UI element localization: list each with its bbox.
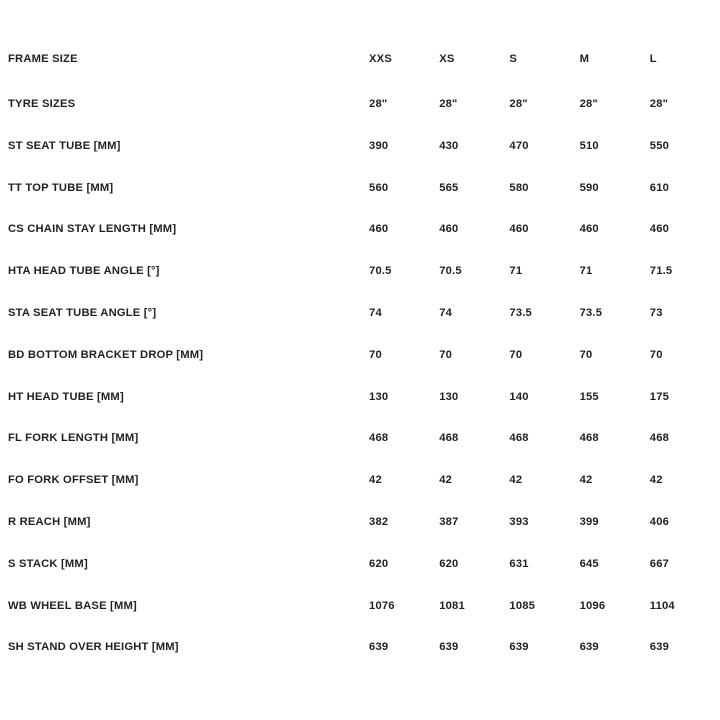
cell-l: 667 — [649, 557, 670, 570]
cell-s: 70 — [509, 348, 523, 361]
cell-m: 468 — [579, 432, 599, 445]
row-label: S STACK [MM] — [8, 557, 88, 570]
column-header-l: L — [649, 53, 657, 66]
row-label: SH STAND OVER HEIGHT [MM] — [8, 641, 179, 654]
cell-m: 155 — [579, 390, 599, 403]
table-row — [0, 460, 720, 502]
cell-s: 460 — [509, 223, 529, 236]
cell-l: 175 — [649, 390, 670, 403]
top-spacer — [0, 0, 720, 36]
cell-l: 550 — [649, 139, 670, 152]
cell-m: 1096 — [579, 599, 606, 612]
cell-s: 73.5 — [509, 306, 532, 319]
table-row — [0, 502, 720, 544]
table-row — [0, 168, 720, 210]
cell-m: 28" — [579, 98, 598, 110]
cell-xs: 565 — [439, 181, 459, 194]
cell-xxs: 130 — [369, 390, 389, 403]
cell-xs: 430 — [439, 139, 459, 152]
table-row — [0, 84, 720, 126]
cell-xxs: 70 — [369, 348, 382, 361]
table-row — [0, 544, 720, 586]
cell-xs: 74 — [439, 306, 453, 319]
cell-s: 28" — [509, 98, 528, 110]
column-header-frame-size: FRAME SIZE — [8, 53, 78, 66]
cell-l: 42 — [649, 474, 663, 487]
cell-s: 631 — [509, 557, 529, 570]
row-label: FO FORK OFFSET [MM] — [8, 474, 139, 487]
cell-xs: 130 — [439, 390, 459, 403]
cell-xxs: 74 — [369, 306, 382, 319]
cell-xxs: 70.5 — [369, 265, 392, 278]
row-label: TT TOP TUBE [MM] — [8, 181, 114, 194]
table-row — [0, 586, 720, 628]
cell-m: 42 — [579, 474, 593, 487]
cell-xxs: 1076 — [369, 599, 395, 612]
cell-m: 639 — [579, 641, 599, 654]
table-row — [0, 209, 720, 251]
cell-l: 70 — [649, 348, 663, 361]
row-label: HTA HEAD TUBE ANGLE [°] — [8, 265, 160, 278]
cell-m: 399 — [579, 515, 599, 528]
cell-s: 42 — [509, 474, 523, 487]
row-label: ST SEAT TUBE [MM] — [8, 139, 121, 152]
cell-xs: 70 — [439, 348, 453, 361]
cell-l: 71.5 — [649, 265, 673, 278]
cell-xxs: 382 — [369, 515, 389, 528]
cell-xs: 28" — [439, 98, 458, 110]
column-header-xxs: XXS — [369, 53, 393, 66]
cell-xxs: 460 — [369, 223, 389, 236]
cell-l: 468 — [649, 432, 670, 445]
table-row — [0, 335, 720, 377]
table-row — [0, 293, 720, 335]
row-label: CS CHAIN STAY LENGTH [MM] — [8, 223, 177, 236]
table-header — [0, 36, 720, 84]
cell-s: 580 — [509, 181, 529, 194]
cell-xxs: 468 — [369, 432, 389, 445]
cell-s: 470 — [509, 139, 529, 152]
column-header-s: S — [509, 53, 518, 66]
cell-s: 639 — [509, 641, 529, 654]
cell-s: 1085 — [509, 599, 536, 612]
cell-xs: 620 — [439, 557, 459, 570]
row-label: FL FORK LENGTH [MM] — [8, 432, 139, 445]
cell-xs: 70.5 — [439, 265, 462, 278]
cell-xxs: 390 — [369, 139, 389, 152]
table-row — [0, 627, 720, 669]
row-label: TYRE SIZES — [8, 98, 76, 110]
cell-s: 71 — [509, 265, 523, 278]
cell-m: 590 — [579, 181, 599, 194]
row-label: R REACH [MM] — [8, 515, 91, 528]
cell-xxs: 28" — [369, 98, 388, 110]
table-row — [0, 251, 720, 293]
cell-xxs: 42 — [369, 474, 382, 487]
geometry-table — [0, 36, 720, 669]
cell-xxs: 639 — [369, 641, 389, 654]
cell-xs: 1081 — [439, 599, 465, 612]
cell-xs: 460 — [439, 223, 459, 236]
row-label: STA SEAT TUBE ANGLE [°] — [8, 306, 157, 319]
cell-xs: 42 — [439, 474, 453, 487]
cell-xs: 639 — [439, 641, 459, 654]
bottom-spacer — [0, 669, 720, 699]
table-row — [0, 377, 720, 419]
table-row — [0, 418, 720, 460]
column-header-xs: XS — [439, 53, 455, 66]
table-body — [0, 84, 720, 669]
cell-m: 71 — [579, 265, 593, 278]
cell-m: 73.5 — [579, 306, 603, 319]
row-label: WB WHEEL BASE [MM] — [8, 599, 137, 612]
cell-xs: 468 — [439, 432, 459, 445]
cell-l: 406 — [649, 515, 670, 528]
cell-l: 639 — [649, 641, 670, 654]
cell-l: 460 — [649, 223, 670, 236]
cell-l: 1104 — [649, 599, 675, 612]
cell-l: 28" — [649, 98, 669, 110]
cell-xs: 387 — [439, 515, 459, 528]
cell-s: 393 — [509, 515, 529, 528]
cell-xxs: 560 — [369, 181, 389, 194]
cell-l: 73 — [649, 306, 663, 319]
cell-s: 140 — [509, 390, 529, 403]
cell-m: 510 — [579, 139, 599, 152]
cell-m: 460 — [579, 223, 599, 236]
header-row — [0, 36, 720, 84]
cell-xxs: 620 — [369, 557, 389, 570]
cell-m: 70 — [579, 348, 593, 361]
row-label: BD BOTTOM BRACKET DROP [MM] — [8, 348, 204, 361]
column-header-m: M — [579, 53, 590, 66]
row-label: HT HEAD TUBE [MM] — [8, 390, 124, 403]
cell-l: 610 — [649, 181, 670, 194]
table-row — [0, 126, 720, 168]
cell-s: 468 — [509, 432, 529, 445]
cell-m: 645 — [579, 557, 599, 570]
